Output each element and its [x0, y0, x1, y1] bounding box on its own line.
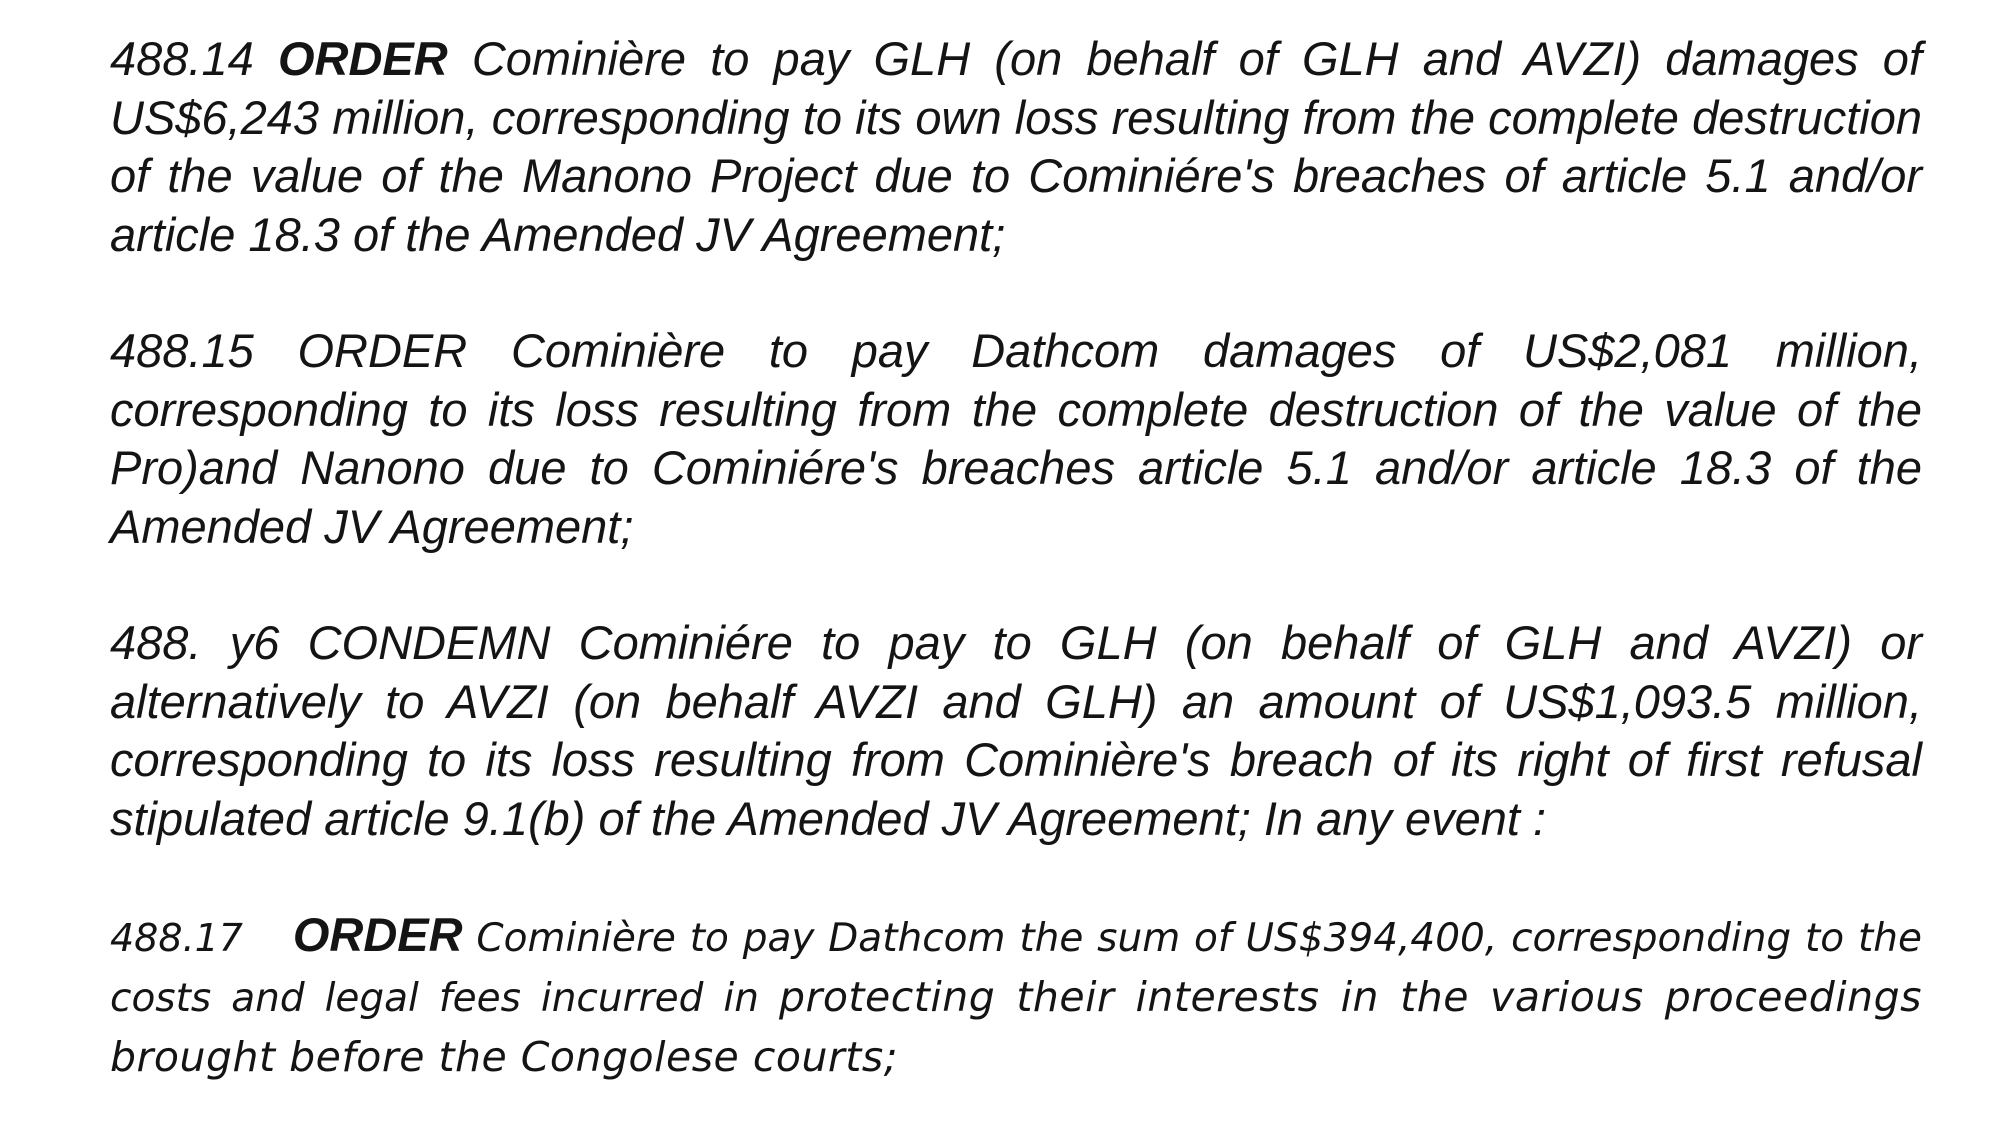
paragraph-keyword: ORDER: [292, 908, 463, 961]
paragraph-488-15: [110, 322, 1922, 556]
paragraph-keyword: CONDEMN: [307, 616, 551, 669]
paragraph-text: Cominiére to pay to GLH (on behalf of GLH and AVZI) or alternatively to AVZI (on behalf AVZI and GLH) an amount of US$1,093.5 million, corresponding to its loss resulting from Cominière's breach of its right of first refusal stipulated article 9.1(b) of the Amended JV Agreement; In any event :: [110, 616, 1922, 845]
paragraph-keyword: ORDER: [297, 324, 468, 377]
paragraph-text-small: Cominière to pay Dathcom the sum of US$394,400, corresponding to the costs and legal fees incurred in: [110, 916, 1922, 1021]
paragraph-number: 488.15: [110, 324, 254, 377]
paragraph-488-17: [110, 906, 1922, 1088]
paragraph-text: Cominière to pay Dathcom damages of US$2,081 million, corresponding to its loss resulting from the complete destruction of the value of the Pro)and Nanono due to Cominiére's breaches article 5.1 and/or article 18.3 of the Amended JV Agreement;: [110, 324, 1922, 553]
document-page: [110, 30, 1922, 1088]
paragraph-text: Cominière to pay GLH (on behalf of GLH and AVZI) damages of US$6,243 million, corresponding to its own loss resulting from the complete destruction of the value of the Manono Project due to Cominiére's breaches of article 5.1 and/or article 18.3 of the Amended JV Agreement;: [110, 32, 1922, 261]
paragraph-keyword: ORDER: [277, 32, 448, 85]
paragraph-text-large: protecting their interests in the various proceedings brought before the Congolese courts;: [110, 973, 1922, 1081]
paragraph-488-16: [110, 614, 1922, 848]
paragraph-number: 488.17: [110, 916, 243, 960]
paragraph-number: 488. y6: [110, 616, 280, 669]
paragraph-number: 488.14: [110, 32, 254, 85]
paragraph-488-14: [110, 30, 1922, 264]
